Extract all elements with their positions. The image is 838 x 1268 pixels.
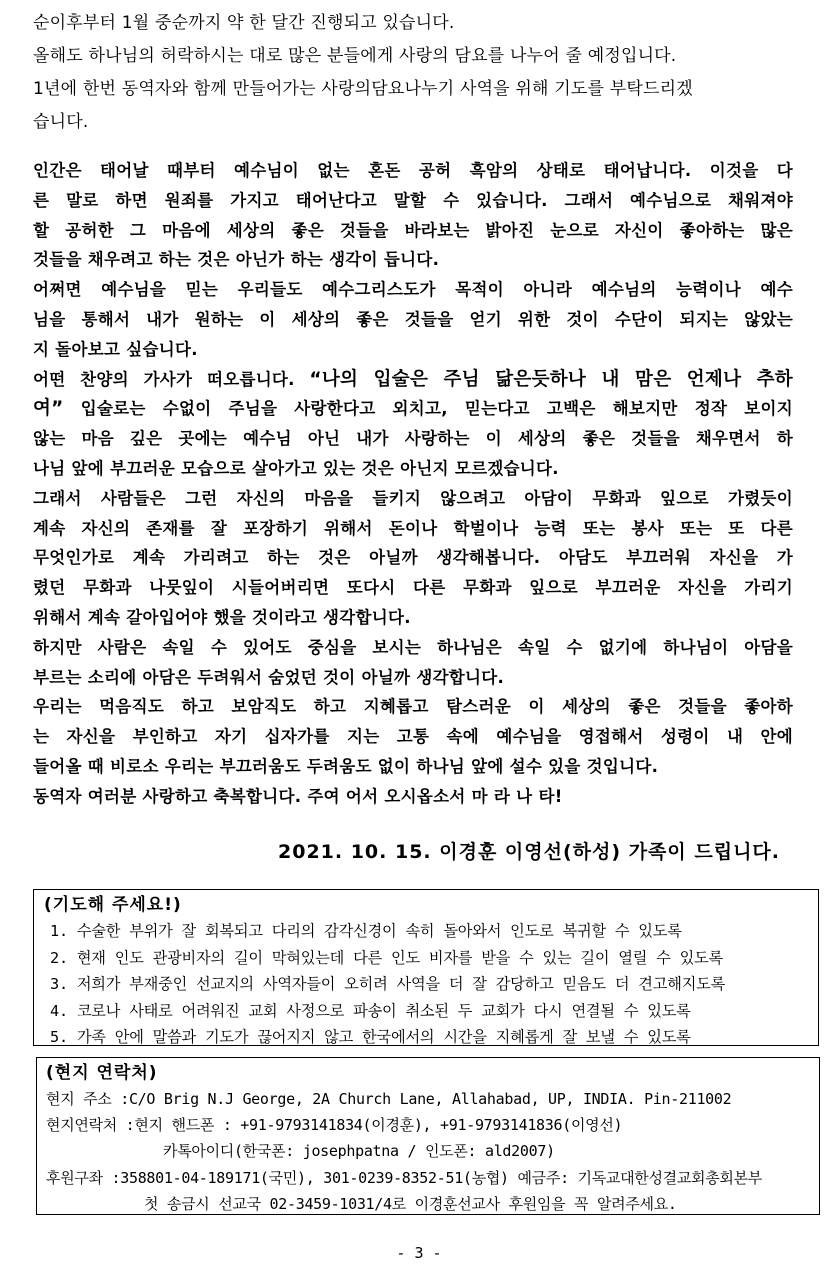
- prayer-item: 1. 수술한 부위가 잘 회복되고 다리의 감각신경이 속히 돌아와서 인도로 복귀할 수 있도록: [50, 922, 682, 940]
- essay-line: 님을 통해서 내가 원하는 이 세상의 좋은 것들을 얻기 위한 것이 수단이 되지는 않았는: [33, 309, 793, 329]
- remittance-notice: [46, 1191, 819, 1217]
- prayer-item: 2. 현재 인도 관광비자의 길이 막혀있는데 다른 인도 비자를 받을 수 있는 길이 열릴 수 있도록: [50, 948, 724, 967]
- quote-prefix: 어떤 찬양의 가사가 떠오릅니다.: [33, 369, 310, 389]
- account-value: 358801-04-189171(국민), 301-0239-8352-51(농협) 예금주: 기독교대한성결교회총회본부: [120, 1168, 762, 1187]
- address-row: [46, 1086, 819, 1112]
- intro-line: 올해도 하나님의 허락하시는 대로 많은 분들에게 사랑의 담요를 나누어 줄 예정입니다.: [33, 46, 677, 66]
- address-label: 현지 주소 :: [46, 1090, 129, 1108]
- essay-line: 하지만 사람은 속일 수 있어도 중심을 보시는 하나님은 속일 수 없기에 하나님이 아담을: [33, 637, 793, 657]
- kakao-row: [46, 1138, 819, 1164]
- essay-line: 우리는 먹음직도 하고 보암직도 하고 지혜롭고 탐스러운 이 세상의 좋은 것들을 좋아하: [33, 697, 793, 717]
- essay-line: 않는 마음 깊은 곳에는 예수님 아닌 내가 사랑하는 이 세상의 좋은 것들을 채우면서 하: [33, 429, 793, 449]
- intro-line: 습니다.: [33, 112, 89, 132]
- essay-line: 는 자신을 부인하고 자기 십자가를 지는 고통 속에 예수님을 영접해서 성령이 내 안에: [33, 727, 793, 747]
- contact-info-box: [36, 1057, 820, 1215]
- prayer-item: 3. 저희가 부재중인 선교지의 사역자들이 오히려 사역을 더 잘 감당하고 믿음도 더 견고해지도록: [50, 975, 726, 993]
- essay-line: 인간은 태어날 때부터 예수님이 없는 혼돈 공허 흑암의 상태로 태어납니다. 이것을 다: [33, 161, 793, 180]
- essay-line: 른 말로 하면 원죄를 가지고 태어난다고 말할 수 있습니다. 그래서 예수님으로 채워져야: [33, 190, 793, 210]
- essay-line: 위해서 계속 갈아입어야 했을 것이라고 생각합니다.: [33, 607, 411, 627]
- essay-line: 것들을 채우려고 하는 것은 아닌가 하는 생각이 듭니다.: [33, 250, 440, 270]
- essay-line: 부르는 소리에 아담은 두려워서 숨었던 것이 아닐까 생각합니다.: [33, 667, 505, 687]
- essay-line: 할 공허한 그 마음에 세상의 좋은 것들을 바라보는 밝아진 눈으로 자신이 좋아하는 많은: [33, 220, 793, 240]
- account-row: [46, 1165, 819, 1191]
- phone-row: [46, 1112, 819, 1138]
- essay-line: 들어올 때 비로소 우리는 부끄러움도 두려움도 없이 하나님 앞에 설수 있을 것입니다.: [33, 756, 659, 776]
- intro-paragraph: [33, 7, 803, 139]
- account-label: 후원구좌 :: [46, 1168, 121, 1187]
- essay-line: 계속 자신의 존재를 잘 포장하기 위해서 돈이나 학벌이나 능력 또는 봉사 또는 또 다른: [33, 518, 793, 538]
- page-number: - 3 -: [396, 1244, 442, 1262]
- intro-line: 순이후부터 1월 중순까지 약 한 달간 진행되고 있습니다.: [33, 13, 455, 33]
- essay-quote-line-continued: [33, 394, 793, 424]
- address-value: C/O Brig N.J George, 2A Church Lane, Allahabad, UP, INDIA. Pin-211002: [128, 1090, 732, 1108]
- essay-line: 무엇인가로 계속 가리려고 하는 것은 아닐까 생각해봅니다. 아담도 부끄러워 자신을 가: [33, 548, 793, 568]
- phone-value: 현지 핸드폰 : +91-9793141834(이경훈), +91-9793141836(이영선): [134, 1116, 623, 1135]
- prayer-item: 4. 코로나 사태로 어려워진 교회 사정으로 파송이 취소된 두 교회가 다시 연결될 수 있도록: [50, 1001, 691, 1020]
- prayer-box-title: (기도해 주세요!): [44, 895, 182, 915]
- phone-label: 현지연락처 :: [46, 1116, 135, 1135]
- essay-line: 나님 앞에 부끄러운 모습으로 살아가고 있는 것은 아닌지 모르겠습니다.: [33, 458, 559, 478]
- notice-text: 첫 송금시 선교국 02-3459-1031/4로 이경훈선교사 후원임을 꼭 알려주세요.: [144, 1194, 677, 1213]
- essay-line: 그래서 사람들은 그런 자신의 마음을 들키지 않으려고 아담이 무화과 잎으로 가렸듯이: [33, 488, 793, 508]
- essay-body: [33, 156, 793, 812]
- prayer-item: 5. 가족 안에 말씀과 기도가 끊어지지 않고 한국에서의 시간을 지혜롭게 잘 보낼 수 있도록: [50, 1028, 691, 1046]
- intro-line: 1년에 한번 동역자와 함께 만들어가는 사랑의담요나누기 사역을 위해 기도를 부탁드리겠: [33, 79, 693, 99]
- prayer-requests-box: [33, 889, 819, 1046]
- hymn-quote-end: 여”: [33, 398, 64, 420]
- quote-suffix: 입술로는 수없이 주님을 사랑한다고 외치고, 믿는다고 고백은 해보지만 정작 보이지: [63, 399, 793, 419]
- kakao-value: 카톡아이디(한국폰: josephpatna / 인도폰: ald2007): [163, 1142, 555, 1161]
- essay-line: 어쩌면 예수님을 믿는 우리들도 예수그리스도가 목적이 아니라 예수님의 능력이나 예수: [33, 280, 793, 300]
- essay-closing-line: 동역자 여러분 사랑하고 축복합니다. 주여 어서 오시옵소서 마 라 나 타!: [33, 786, 563, 806]
- hymn-quote: “나의 입술은 주님 닮은듯하나 내 맘은 언제나 추하: [309, 368, 793, 390]
- essay-line: 렸던 무화과 나뭇잎이 시들어버리면 또다시 다른 무화과 잎으로 부끄러운 자신을 가리기: [33, 578, 793, 598]
- essay-line: 지 돌아보고 싶습니다.: [33, 339, 198, 359]
- contact-box-title: (현지 연락처): [46, 1063, 158, 1083]
- signature-line: 2021. 10. 15. 이경훈 이영선(하성) 가족이 드립니다.: [278, 841, 780, 863]
- essay-quote-line: [33, 365, 793, 395]
